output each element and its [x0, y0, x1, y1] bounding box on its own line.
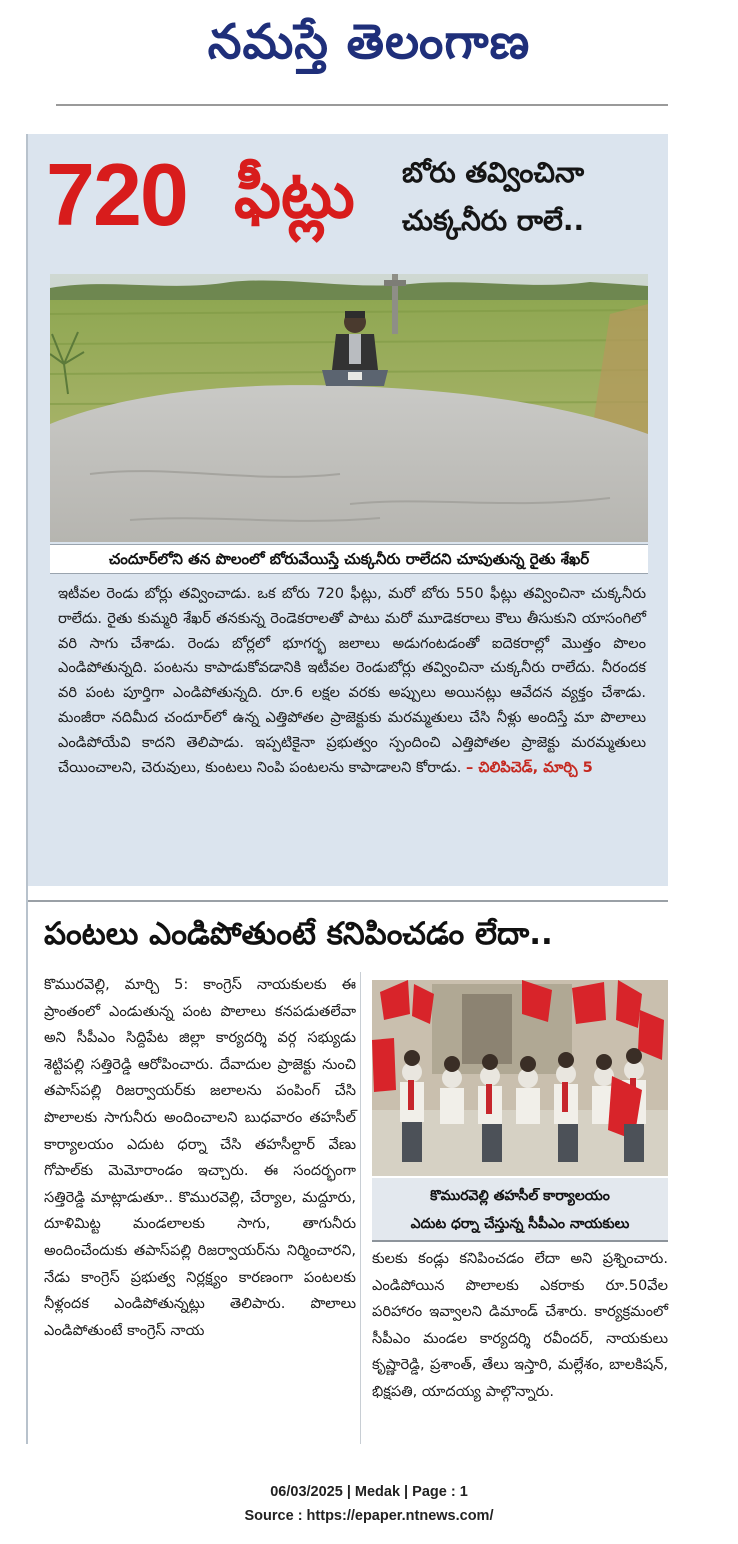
column-divider: [360, 972, 361, 1444]
headline-sub-line2: చుక్కనీరు రాలే..: [402, 204, 585, 237]
dateline: – చిలిపిచెడ్, మార్చి 5: [466, 758, 593, 776]
caption-line2: ఎదుట ధర్నా చేస్తున్న సీపీఎం నాయకులు: [410, 1216, 630, 1232]
caption-line1: కొమురవెల్లి తహసీల్ కార్యాలయం: [430, 1188, 610, 1204]
protest-photo-caption: [372, 1178, 668, 1242]
body-text: ఇటీవల రెండు బోర్లు తవ్వించాడు. ఒక బోరు 720 ఫీట్లు, మరో బోరు 550 ఫీట్లు తవ్వించినా చుక్కనీరు రాలేదు. రైతు కుమ్మరి శేఖర్ తనకున్న రెండెకరాలతో పాటు మరో మూడెకరాలు కౌలు తీసుకుని యాసంగిలో వరి సాగు చేశాడు. రెండు బోర్లలో భూగర్భ జలాలు అడుగంటడంతో ఐదెకరాల్లో మొత్తం పొలం ఎండిపోతున్నది. పంటను కాపాడుకోవడానికి ఇటీవల రెండుబోర్లు తవ్వించినా చుక్కనీరు రాలేదు. నీరందక వరి పంట పూర్తిగా ఎండిపోతున్నది. రూ.6 లక్షల వరకు అప్పులు అయినట్లు ఆవేదన వ్యక్తం చేశాడు. మంజీరా నదిమీద చందూర్‌లో ఉన్న ఎత్తిపోతల ప్రాజెక్టుకు మరమ్మతులు చేసి నీళ్లు అందిస్తే మా పొలాలు ఎండిపోయేవి కాదని తెలిపాడు. ఇప్పటికైనా ప్రభుత్వం స్పందించి ఎత్తిపోతల ప్రాజెక్టు మరమ్మతులు చేయించాలని, చెరువులు, కుంటలు నింపి పంటలను కాపాడాలని కోరాడు.: [58, 585, 646, 776]
headline-word: ఫీట్లు: [234, 156, 355, 233]
protest-photo: [372, 980, 668, 1176]
newspaper-logo: నమస్తే తెలంగాణ: [207, 14, 531, 70]
masthead: [0, 0, 738, 100]
story-body-left-column: [44, 972, 356, 1344]
headline-number: 720: [46, 145, 187, 244]
farmer-field-photo: [50, 274, 648, 542]
body-text-right: కులకు కండ్లు కనిపించడం లేదా అని ప్రశ్నించారు. ఎండిపోయిన పొలాలకు ఎకరాకు రూ.50వేల పరిహారం ఇవ్వాలని డిమాండ్ చేశారు. కార్యక్రమంలో సీపీఎం మండల కార్యదర్శి రవీందర్, నాయకులు కృష్ణారెడ్డి, ప్రశాంత్, తేలు ఇస్తారి, మల్లేశం, బాలకిషన్, భిక్షపతి, యాదయ్య పాల్గొన్నారు.: [372, 1250, 668, 1400]
masthead-divider: [56, 104, 668, 106]
body-text-left: కొమురవెల్లి, మార్చి 5: కాంగ్రెస్ నాయకులకు ఈ ప్రాంతంలో ఎండుతున్న పంట పొలాలు కనపడుతలేవా అని సీపీఎం సిద్దిపేట జిల్లా కార్యదర్శి వర్గ సభ్యుడు శెట్టిపల్లి సత్తిరెడ్డి ఆరోపించారు. దేవాదుల ప్రాజెక్టు నుంచి తపాస్‌పల్లి రిజర్వాయర్‌కు జలాలను పంపింగ్ చేసి పొలాలకు సాగునీరు అందించాలని బుధవారం తహసీల్ కార్యాలయం ఎదుట ధర్నా చేసి తహసీల్దార్ వేణు గోపాల్‌కు మెమోరాండం ఇచ్చారు. ఈ సందర్భంగా సత్తిరెడ్డి మాట్లాడుతూ.. కొమురవెల్లి, చేర్యాల, మద్దూరు, దూళిమిట్ట మండలాలకు సాగు, తాగునీరు అందించేందుకు తపాస్‌పల్లి రిజర్వాయర్‌ను నిర్మించారని, నేడు కాంగ్రెస్ ప్రభుత్వ నిర్లక్ష్యం కారణంగా పంటలకు నీళ్లందక ఎండిపోతున్నట్లు తెలిపారు. పొలాలు ఎండిపోతుంటే కాంగ్రెస్ నాయ: [44, 976, 356, 1339]
photo-caption: చందూర్‌లోని తన పొలంలో బోరువేయిస్తే చుక్కనీరు రాలేదని చూపుతున్న రైతు శేఖర్: [50, 544, 648, 574]
story-body-right-column: [372, 1246, 668, 1406]
page-meta: 06/03/2025 | Medak | Page : 1: [270, 1484, 468, 1500]
source-link[interactable]: Source : https://epaper.ntnews.com/: [244, 1508, 494, 1524]
headline-sub-line1: బోరు తవ్వించినా: [402, 156, 585, 189]
story-borewell: [28, 134, 668, 886]
story-headline-cpm: పంటలు ఎండిపోతుంటే కనిపించడం లేదా..: [44, 916, 553, 952]
story-body: [58, 582, 646, 780]
section-divider: [28, 900, 668, 902]
